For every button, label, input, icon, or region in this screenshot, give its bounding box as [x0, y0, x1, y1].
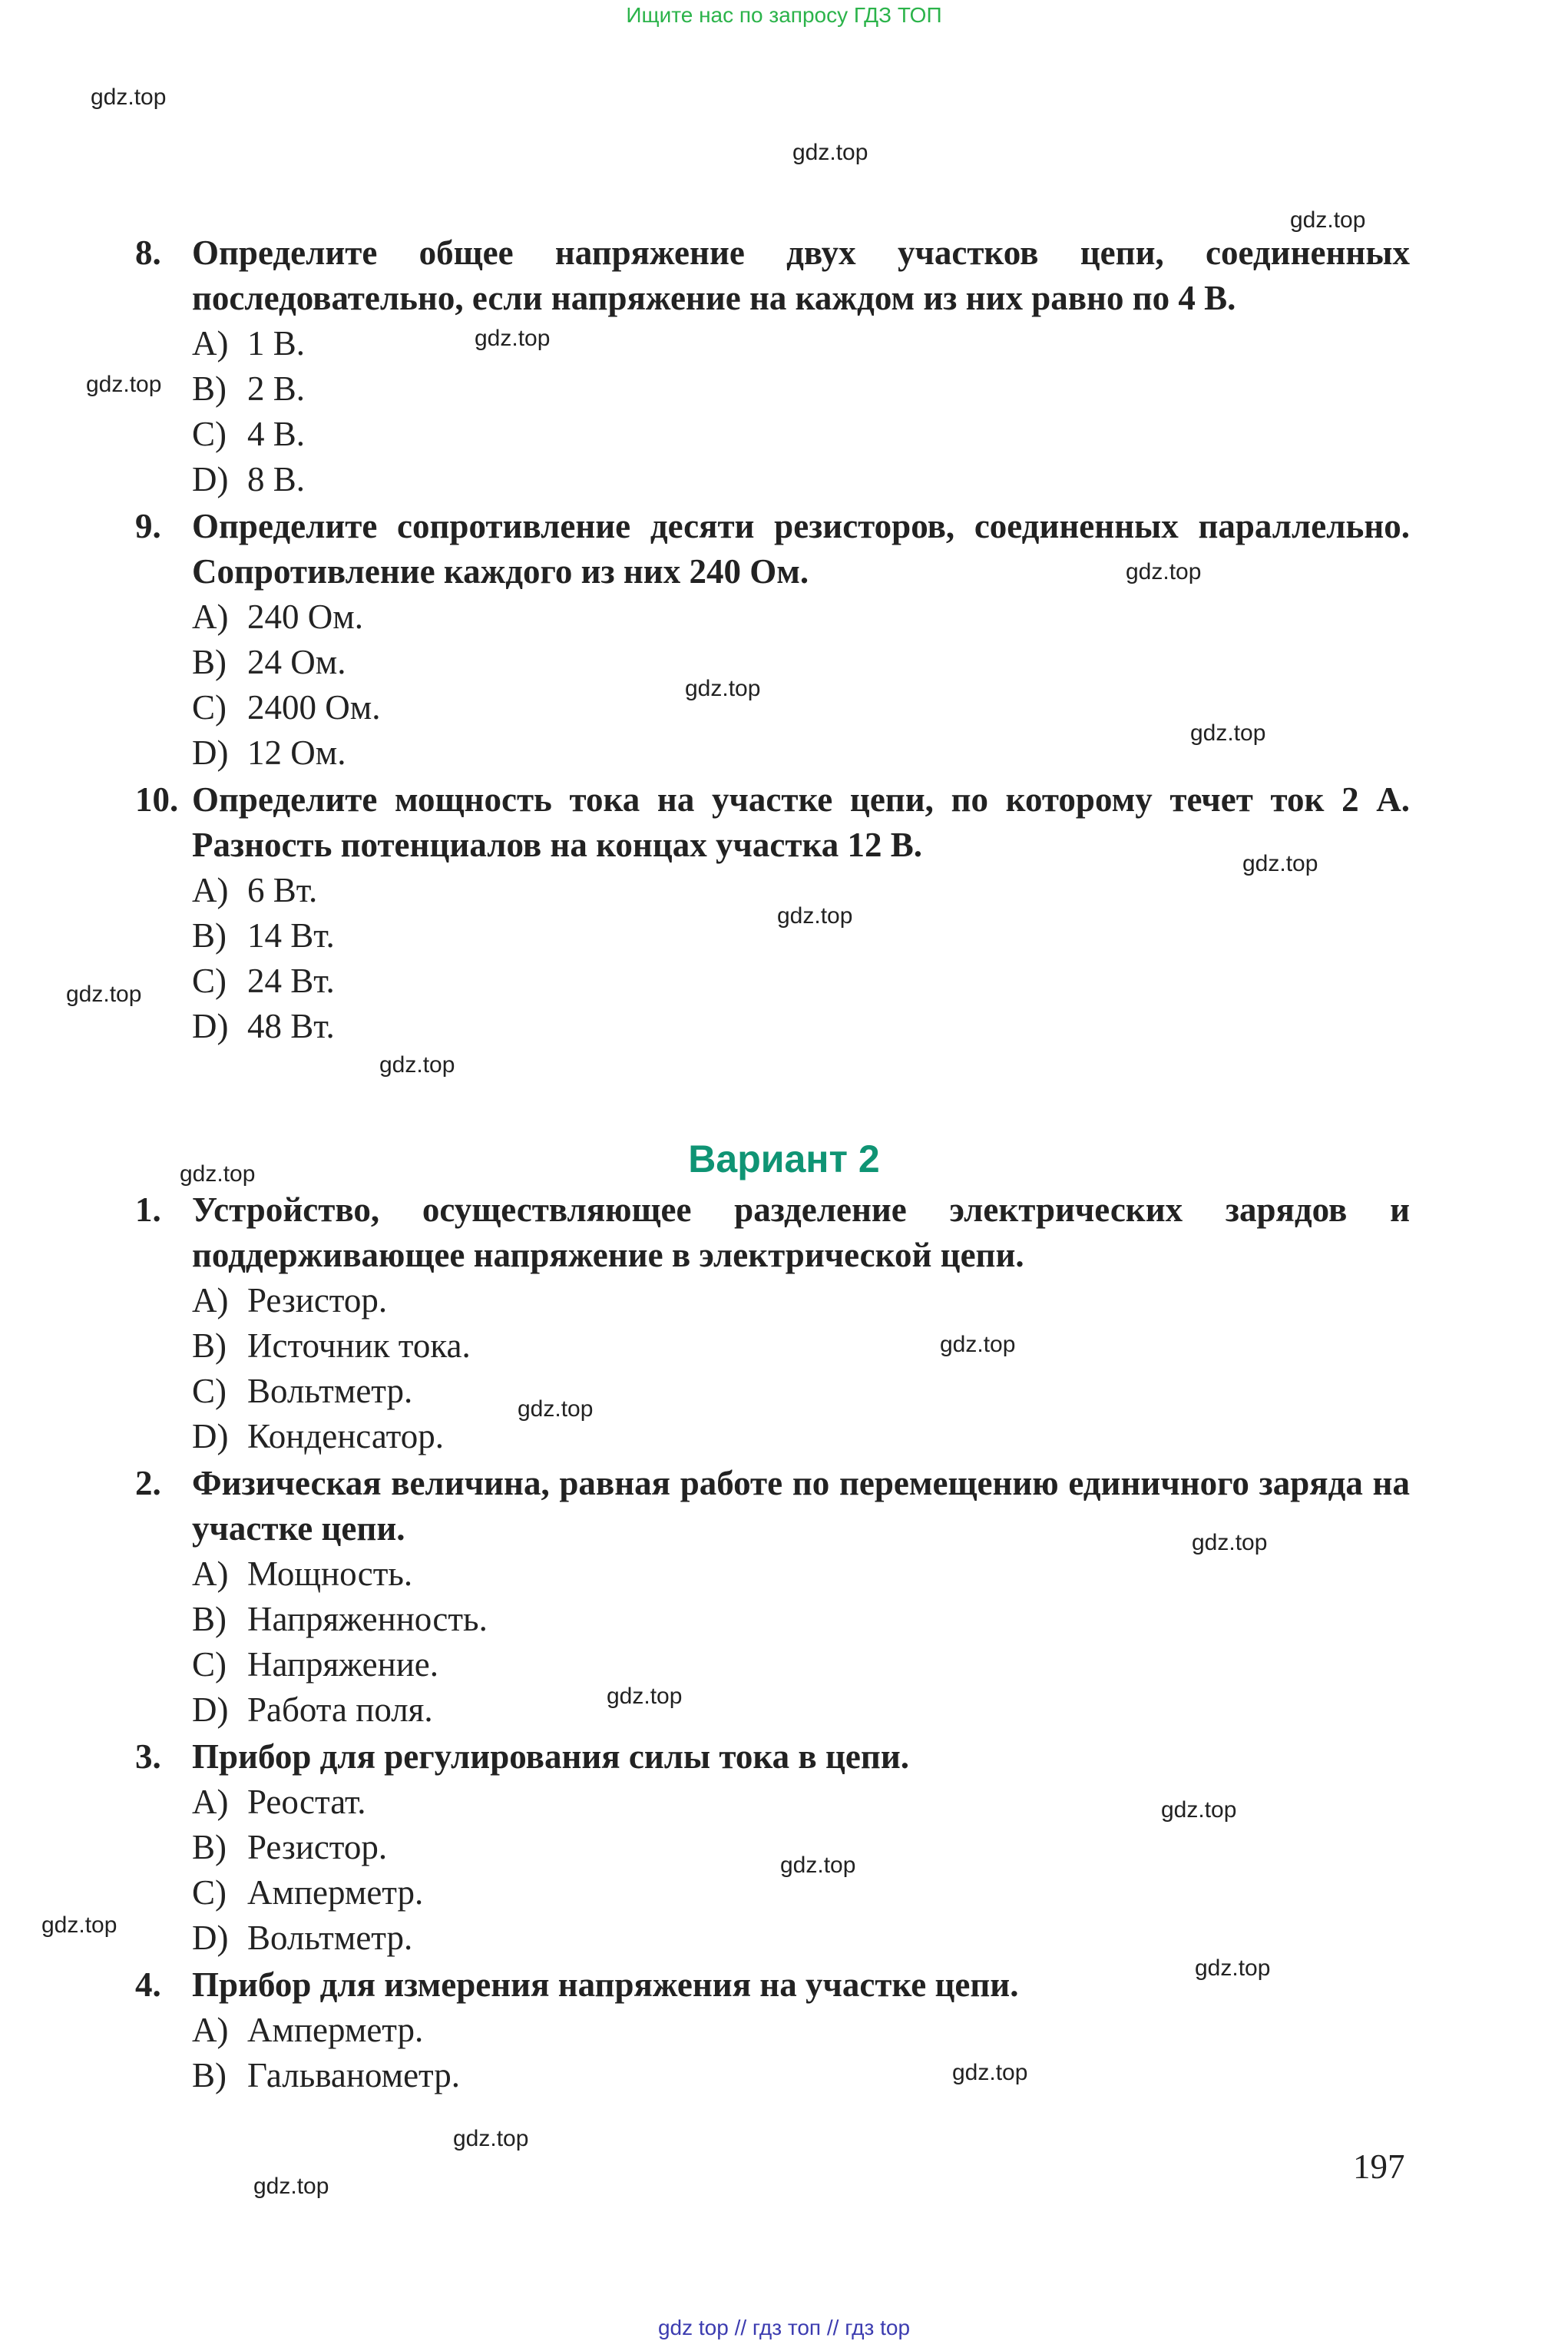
- watermark: gdz.top: [952, 2060, 1028, 2085]
- question-text: Прибор для регулирования силы тока в цепи.: [192, 1737, 909, 1776]
- option-d: [192, 1414, 444, 1459]
- watermark: gdz.top: [1126, 559, 1202, 584]
- option-letter: B): [192, 369, 227, 408]
- option-c: [192, 1870, 423, 1916]
- question-text: Устройство, осуществляющее разделение электрических зарядов и поддерживающее напряжение в электрической цепи.: [192, 1190, 1410, 1274]
- question-8: [135, 230, 1410, 321]
- option-text: 6 Вт.: [247, 871, 318, 909]
- option-d: [192, 1687, 433, 1733]
- option-a: [192, 321, 305, 366]
- option-letter: B): [192, 916, 227, 955]
- option-text: Вольтметр.: [247, 1372, 413, 1410]
- option-b: [192, 1597, 488, 1642]
- option-letter: A): [192, 2011, 229, 2049]
- option-d: [192, 1916, 412, 1961]
- question-3: [135, 1734, 1410, 1780]
- option-letter: D): [192, 1007, 229, 1045]
- option-letter: C): [192, 415, 227, 453]
- watermark: gdz.top: [1242, 851, 1318, 876]
- option-letter: A): [192, 1281, 229, 1320]
- option-text: Напряжение.: [247, 1645, 439, 1684]
- watermark: gdz.top: [1192, 1530, 1268, 1555]
- watermark: gdz.top: [1190, 720, 1266, 746]
- question-text: Прибор для измерения напряжения на участке цепи.: [192, 1965, 1019, 2004]
- option-letter: C): [192, 688, 227, 727]
- option-letter: C): [192, 962, 227, 1000]
- watermark: gdz.top: [475, 326, 551, 351]
- watermark: gdz.top: [1195, 1955, 1271, 1981]
- option-text: Работа поля.: [247, 1690, 433, 1729]
- watermark: gdz.top: [1290, 207, 1366, 233]
- top-banner: Ищите нас по запросу ГДЗ ТОП: [626, 3, 942, 27]
- option-letter: D): [192, 733, 229, 772]
- option-letter: D): [192, 460, 229, 498]
- option-letter: A): [192, 598, 229, 636]
- option-letter: B): [192, 1828, 227, 1866]
- option-letter: B): [192, 1326, 227, 1365]
- option-letter: C): [192, 1372, 227, 1410]
- option-letter: C): [192, 1645, 227, 1684]
- watermark: gdz.top: [253, 2174, 329, 2199]
- question-4: [135, 1962, 1410, 2008]
- option-text: 12 Ом.: [247, 733, 346, 772]
- option-text: 1 В.: [247, 324, 306, 363]
- option-text: 2400 Ом.: [247, 688, 381, 727]
- option-letter: A): [192, 324, 229, 363]
- option-a: [192, 1278, 387, 1323]
- option-a: [192, 2008, 423, 2053]
- watermark: gdz.top: [780, 1853, 856, 1878]
- question-text: Определите сопротивление десяти резисторов, соединенных параллельно. Сопротивление каждого из них 240 Ом.: [192, 507, 1410, 591]
- question-number: 4.: [135, 1965, 161, 2004]
- watermark: gdz.top: [453, 2126, 529, 2151]
- page-number: 197: [1353, 2147, 1405, 2186]
- question-number: 9.: [135, 507, 161, 545]
- option-letter: B): [192, 1600, 227, 1638]
- option-c: [192, 685, 380, 730]
- watermark: gdz.top: [41, 1912, 117, 1938]
- option-text: 2 В.: [247, 369, 306, 408]
- option-a: [192, 1551, 412, 1597]
- option-b: [192, 366, 305, 412]
- option-text: Резистор.: [247, 1828, 388, 1866]
- question-text: Определите мощность тока на участке цепи, по которому течет ток 2 А. Разность потенциалов на концах участка 12 В.: [192, 780, 1410, 864]
- option-c: [192, 959, 335, 1004]
- option-letter: B): [192, 643, 227, 681]
- option-text: 14 Вт.: [247, 916, 335, 955]
- question-number: 8.: [135, 233, 161, 272]
- footer-links[interactable]: gdz top // гдз топ // гдз top: [657, 2316, 911, 2339]
- watermark: gdz.top: [777, 903, 853, 929]
- watermark: gdz.top: [86, 372, 162, 397]
- option-a: [192, 1780, 366, 1825]
- option-text: 8 В.: [247, 460, 306, 498]
- watermark: gdz.top: [66, 982, 142, 1007]
- watermark: gdz.top: [518, 1396, 594, 1422]
- question-number: 3.: [135, 1737, 161, 1776]
- option-text: Реостат.: [247, 1783, 366, 1821]
- option-text: 240 Ом.: [247, 598, 363, 636]
- option-text: 48 Вт.: [247, 1007, 335, 1045]
- question-1: [135, 1187, 1410, 1278]
- option-d: [192, 457, 305, 502]
- watermark: gdz.top: [685, 676, 761, 701]
- watermark: gdz.top: [180, 1161, 256, 1187]
- option-text: 24 Вт.: [247, 962, 335, 1000]
- option-text: Амперметр.: [247, 1873, 424, 1912]
- question-number: 2.: [135, 1464, 161, 1502]
- option-text: Амперметр.: [247, 2011, 424, 2049]
- question-text: Физическая величина, равная работе по перемещению единичного заряда на участке цепи.: [192, 1464, 1410, 1548]
- watermark: gdz.top: [379, 1052, 455, 1078]
- option-text: Резистор.: [247, 1281, 388, 1320]
- watermark: gdz.top: [792, 140, 868, 165]
- option-b: [192, 913, 335, 959]
- option-letter: D): [192, 1919, 229, 1957]
- option-letter: D): [192, 1417, 229, 1455]
- option-text: Конденсатор.: [247, 1417, 444, 1455]
- option-letter: C): [192, 1873, 227, 1912]
- watermark: gdz.top: [1161, 1797, 1237, 1823]
- watermark: gdz.top: [607, 1684, 683, 1709]
- option-b: [192, 640, 346, 685]
- option-letter: A): [192, 1555, 229, 1593]
- option-d: [192, 730, 346, 776]
- option-b: [192, 2053, 460, 2098]
- option-b: [192, 1323, 471, 1369]
- option-c: [192, 412, 305, 457]
- question-2: [135, 1461, 1410, 1551]
- option-letter: B): [192, 2056, 227, 2094]
- option-c: [192, 1369, 412, 1414]
- option-letter: D): [192, 1690, 229, 1729]
- option-text: 24 Ом.: [247, 643, 346, 681]
- option-text: Напряженность.: [247, 1600, 488, 1638]
- question-number: 1.: [135, 1190, 161, 1229]
- option-a: [192, 594, 363, 640]
- option-text: Мощность.: [247, 1555, 413, 1593]
- option-a: [192, 868, 317, 913]
- watermark: gdz.top: [91, 84, 167, 110]
- variant-title: Вариант 2: [688, 1137, 880, 1180]
- question-number: 10.: [135, 780, 179, 819]
- option-letter: A): [192, 1783, 229, 1821]
- question-10: [135, 777, 1410, 868]
- option-letter: A): [192, 871, 229, 909]
- option-c: [192, 1642, 438, 1687]
- question-9: [135, 504, 1410, 594]
- option-b: [192, 1825, 387, 1870]
- option-text: 4 В.: [247, 415, 306, 453]
- option-text: Источник тока.: [247, 1326, 471, 1365]
- watermark: gdz.top: [940, 1332, 1016, 1357]
- option-text: Вольтметр.: [247, 1919, 413, 1957]
- question-text: Определите общее напряжение двух участков цепи, соединенных последовательно, если напряжение на каждом из них равно по 4 В.: [192, 233, 1410, 317]
- option-d: [192, 1004, 335, 1049]
- option-text: Гальванометр.: [247, 2056, 461, 2094]
